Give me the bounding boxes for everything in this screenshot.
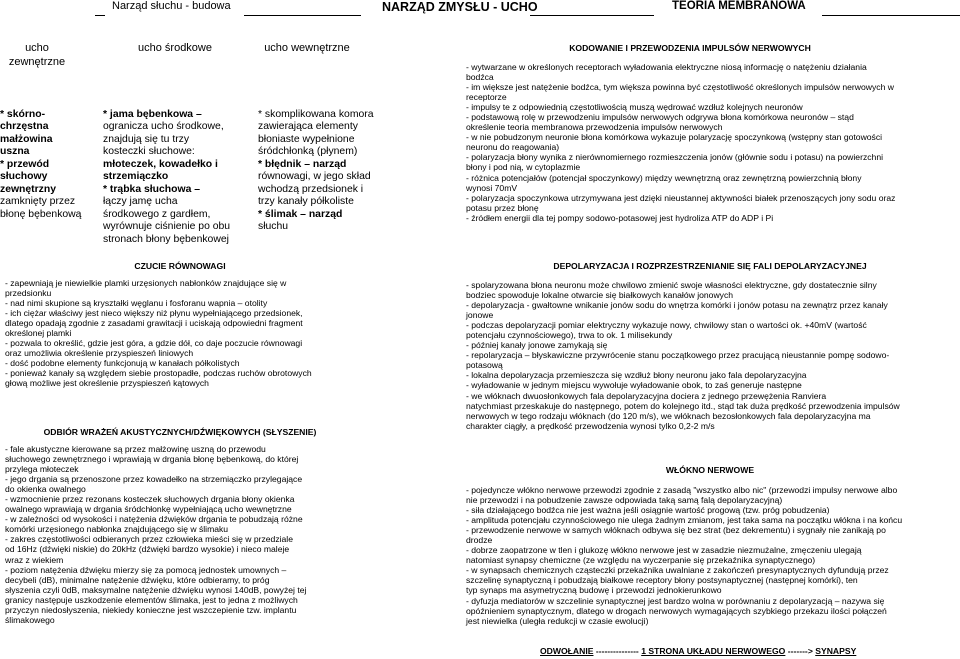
header-center: NARZĄD ZMYSŁU - UCHO [382,0,538,14]
coding-text [466,62,956,223]
ear-middle-text [103,109,253,246]
ear-inner-text [258,109,393,234]
ear-outer-title: ucho zewnętrzne [8,42,66,68]
depolarization-title: DEPOLARYZACJA I ROZPRZESTRZENIANIE SIĘ FALI DEPOLARYZACYJNEJ [553,261,867,271]
ear-middle-line: kosteczki słuchowe: [103,146,195,158]
balance-line: - ich ciężar właściwy jest nieco większy niż płynu wypełniającego przedsionek, [5,308,303,319]
depolarization-line: natychmiast przeskakuje do następnego, potem do kolejnego itd., stąd tak duża prędkość przewodzenia impulsów [466,400,900,411]
fiber-line: szczelinę synaptyczną i pobudzają białkowe receptory błony postsynaptycznej (następnej komórki), ten [466,575,858,586]
balance-line: - zapewniają je niewielkie plamki urzęsionych nabłonków znajdujące się w [5,278,287,288]
hearing-line: - fale akustyczne kierowane są przez małżowinę uszną do przewodu [5,444,266,454]
coding-line: - polaryzacja spoczynkowa utrzymywana jest dzięki nieustannej aktywności białek przenoszących jony sodu oraz [466,192,896,203]
coding-line: neuronu do reagowania) [466,142,560,153]
fiber-title: WŁÓKNO NERWOWE [665,465,755,475]
footer-label: ODWOŁANIE [540,646,594,656]
balance-line: - dość podobne elementy funkcjonują w kanałach półkolistych [5,358,240,369]
hearing-line: - zakres częstotliwości odbieranych przez człowieka mieści się w przedziale [5,534,293,545]
header-left: Narząd słuchu - budowa [112,0,231,12]
hearing-line: od 16Hz (dźwięki niskie) do 20kHz (dźwięki bardzo wysokie) i nieco maleje [5,544,290,555]
fiber-line: drodze [466,535,493,546]
hearing-line: wraz z wiekiem [5,554,64,565]
footer-dashes: ------- [787,646,808,656]
ear-middle-line: łączy jamę ucha [103,196,178,208]
depolarization-line: nerwowych w tego rodzaju włóknach (do 120 m/s), we włóknach bezosłonkowych fala depolaryzacyjna ma [466,410,871,421]
fiber-line: - siła działającego bodźca nie jest ważna jeśli osiągnie wartość progową (tzw. próg pobudzenia) [466,505,830,516]
ear-inner-line: śródchłonką (płynem) [258,146,358,158]
footer-link-nervous-system[interactable]: 1 STRONA UKŁADU NERWOWEGO [641,646,786,656]
header-right: TEORIA MEMBRANOWA [672,0,806,12]
ear-inner-line: * błędnik – narząd [258,158,347,170]
coding-line: - polaryzacja błony wynika z nierównomiernego rozmieszczenia jonów (głównie sodu i potasu) na powierzchni [466,152,884,163]
fiber-line: typ synaps ma asymetryczną budowę i przewodzi jednokierunkowo [466,585,722,596]
ear-inner-line: błoniaste wypełnione [258,133,355,145]
ear-middle-line: ogranicza ucho środkowe, [103,121,224,133]
footer-dashes: --------------- [595,646,639,656]
depolarization-line: charakter ciągły, a prędkość przewodzenia wynosi tylko 0,2-2 m/s [466,420,715,431]
coding-line: receptorze [466,92,507,103]
coding-line: - im większe jest natężenie bodźca, tym większa powinna być częstotliwość określonych impulsów nerwowych w [466,82,894,93]
ear-middle-line: młoteczek, kowadełko i [103,158,218,170]
hearing-line: przylega młoteczek [5,464,79,475]
hearing-line: - poziom natężenia dźwięku mierzy się za pomocą jednostek umownych – [5,564,287,575]
ear-inner-line: trzy kanały półkoliste [258,196,354,208]
ear-middle-line: wyrównuje ciśnienie po obu [103,221,231,233]
fiber-line: - pojedyncze włókno nerwowe przewodzi zgodnie z zasadą "wszystko albo nic" (przewodzi impulsy nerwowe albo [466,485,898,495]
header-divider-mid2 [530,15,654,16]
ear-outer-line: uszna [0,146,30,158]
ear-inner-line: zawierająca elementy [258,121,358,133]
header-divider-left [95,15,105,16]
fiber-line: - w synapsach chemicznych cząsteczki przekaźnika uwalniane z zakończeń presynaptycznych dyfundują przez [466,565,889,576]
coding-line: - wytwarzane w określonych receptorach wyładowania elektryczne niosą informację o natężeniu działania [466,62,867,72]
hearing-line: granicy następuje uszkodzenie elementów ślimaka, jest to jedna z możliwych [5,594,298,605]
balance-line: określonej plamki [5,328,72,339]
balance-line: - nad nimi skupione są kryształki węglanu i fosforanu wapnia – otolity [5,298,268,309]
fiber-line: - dobrze zaopatrzone w tlen i glukozę włókno nerwowe jest w zasadzie niezmużalne, zmęczeniu ulegają [466,545,862,556]
ear-middle-line: * trąbka słuchowa – [103,183,201,195]
depolarization-line: - we włóknach dwuosłonkowych fala depolaryzacyjna dociera z jednego przewężenia Ranviera [466,390,827,401]
ear-middle-line: stronach błony bębenkowej [103,233,229,245]
balance-line: dlatego opadają zgodnie z zasadami grawitacji i uciskają odpowiedni fragment [5,318,303,329]
depolarization-line: - lokalna depolaryzacja przemieszcza się wzdłuż błony neuronu jako fala depolaryzacyjna [466,370,807,381]
depolarization-line: - podczas depolaryzacji pomiar elektryczny wykazuje nowy, chwilowy stan o wartości ok. +40mV (wartość [466,320,867,331]
coding-line: - źródłem energii dla tej pompy sodowo-potasowej jest hydroliza ATP do ADP i Pi [466,212,774,223]
header-divider-right [822,15,960,16]
ear-outer-line: zamknięty przez [0,196,76,208]
depolarization-line: - później kanały jonowe zamykają się [466,340,608,351]
coding-line: potasu przez błonę [466,202,539,213]
hearing-title: ODBIÓR WRAŻEŃ AKUSTYCZNYCH/DŹWIĘKOWYCH (SŁYSZENIE) [43,427,317,437]
fiber-line: nie przewodzi i na pobudzenie zawsze odpowiada taką samą falą depolaryzacyjną) [466,495,783,506]
hearing-line: słuchowego zewnętrznego i wprawiają w drgania błonę bębenkową, do której [5,454,299,465]
header-divider-mid [244,15,361,16]
ear-inner-line: * ślimak – narząd [258,208,343,220]
ear-inner-line: wchodzą przedsionek i [258,183,364,195]
coding-line: błony i pod nią, w cytoplazmie [466,162,581,173]
ear-inner-line: * skomplikowana komora [258,109,374,120]
balance-title: CZUCIE RÓWNOWAGI [134,261,226,271]
ear-inner-title: ucho wewnętrzne [264,42,350,54]
depolarization-line: potasową [466,360,503,371]
depolarization-line: - wyładowanie w jednym miejscu wywołuje wyładowanie obok, to zaś generuje następne [466,380,802,391]
fiber-line: jest niewielka (uległa redukcji w czasie ewolucji) [466,615,649,626]
hearing-line: słyszenia czyli 0dB, maksymalne natężenie dźwięku wynosi 140dB, powyżej tej [5,584,307,595]
ear-outer-line: małżowina [0,133,53,145]
ear-middle-line: znajdują się tu trzy [103,133,190,145]
balance-line: - pozwala to określić, gdzie jest góra, a gdzie dół, co daje poczucie równowagi [5,338,303,349]
depolarization-line: bodziec spowoduje lokalne otwarcie się białkowych kanałów jonowych [466,290,734,301]
coding-line: - podstawową rolę w przewodzeniu impulsów nerwowych odgrywa błona komórkowa neuronów – stąd [466,112,854,123]
ear-inner-line: słuchu [258,221,289,233]
balance-text [5,278,360,389]
balance-line: oraz umożliwia określenie przyspieszeń liniowych [5,348,194,359]
ear-outer-line: błonę bębenkową [0,208,82,220]
depolarization-line: jonowe [466,310,494,321]
coding-line: wynosi 70mV [466,182,518,193]
depolarization-text [466,280,956,431]
ear-middle-line: * jama bębenkowa – [103,109,202,120]
balance-line: głową możliwe jest określenie przyspieszeń kątowych [5,378,209,389]
fiber-text [466,485,956,626]
depolarization-line: - depolaryzacja - gwałtowne wnikanie jonów sodu do wnętrza komórki i jonów potasu na zewnątrz przez kanały [466,300,888,311]
coding-title: KODOWANIE I PRZEWODZENIA IMPULSÓW NERWOWYCH [569,43,811,53]
hearing-line: komórki urzęsionego nabłonka znajdującego się w ślimaku [5,524,229,535]
ear-outer-line: chrzęstna [0,121,49,133]
coding-line: - w nie pobudzonym neuronie błona komórkowa wykazuje polaryzację spoczynkową (wstępny stan gotowości [466,132,883,143]
depolarization-line: - spolaryzowana błona neuronu może chwilowo zmienić swoje własności elektryczne, gdy dostatecznie silny [466,280,877,290]
ear-outer-line: zewnętrzny [0,183,57,195]
arrow-right-icon: > [807,646,813,656]
coding-line: - impulsy te z odpowiednią częstotliwością muszą wędrować wzdłuż kolejnych neuronów [466,102,803,113]
ear-middle-title: ucho środkowe [138,42,212,54]
fiber-line: - amplituda potencjału czynnościowego nie ulega żadnym zmianom, jest taka sama na początku włókna i na końcu [466,515,903,526]
hearing-text [5,444,360,625]
fiber-line: opóźnieniem synaptycznym, dlatego w drogach nerwowych wymagających szybkiego przekazu ilości połączeń [466,605,887,616]
coding-line: - różnica potencjałów (potencjał spoczynkowy) między wewnętrzną oraz zewnętrzną powierzchnią błony [466,172,862,183]
ear-outer-line: słuchowy [0,171,48,183]
hearing-line: - wzmocnienie przez rezonans kosteczek słuchowych drgania błony okienka [5,494,295,505]
hearing-line: decybeli (dB), minimalne natężenie dźwięku, które odbieramy, to próg [5,574,270,585]
hearing-line: ślimakowego [5,614,55,625]
depolarization-line: - repolaryzacja – błyskawiczne przywrócenie stanu początkowego przez pracującą nieustannie pompę sodowo- [466,350,890,361]
fiber-line: - przewodzenie nerwowe w samych włóknach odbywa się bez strat (bez dekrementu) i sygnały nie zanikają po [466,525,886,536]
ear-outer-text [0,109,100,221]
hearing-line: - jego drgania są przenoszone przez kowadełko na strzemiączko przylegające [5,474,303,485]
fiber-line: - dyfuzja mediatorów w szczelinie synaptycznej jest bardzo wolna w porównaniu z depolaryzacją – nazywa się [466,595,885,606]
footer-link-synapses[interactable]: SYNAPSY [815,646,857,656]
depolarization-line: potencjału czynnościowego), trwa to ok. 1 milisekundy [466,330,673,341]
hearing-line: - w zależności od wysokości i natężenia dźwięków drgania te pobudzają różne [5,514,303,525]
balance-line: - ponieważ kanały są względem siebie prostopadłe, podczas ruchów obrotowych [5,368,312,379]
coding-line: bodźca [466,72,494,83]
balance-line: przedsionku [5,288,52,299]
hearing-line: przyczyn niedosłyszenia, niekiedy konieczne jest wszczepienie tzw. implantu [5,604,297,615]
ear-middle-line: strzemiączko [103,171,169,183]
footer-reference [540,646,856,656]
coding-line: określenie teoria membranowa przewodzenia impulsów nerwowych [466,122,723,133]
ear-outer-line: * przewód [0,158,50,170]
ear-middle-line: środkowego z gardłem, [103,208,211,220]
ear-outer-line: * skórno- [0,109,46,120]
hearing-line: owalnego wprawiają w drgania śródchłonkę wypełniającą ucho wewnętrzne [5,504,292,515]
fiber-line: natomiast synapsy chemiczne (ze względu na wyczerpanie się przekaźnika synaptycznego) [466,555,816,566]
ear-inner-line: równowagi, w jego skład [258,171,371,183]
hearing-line: do okienka owalnego [5,484,86,495]
